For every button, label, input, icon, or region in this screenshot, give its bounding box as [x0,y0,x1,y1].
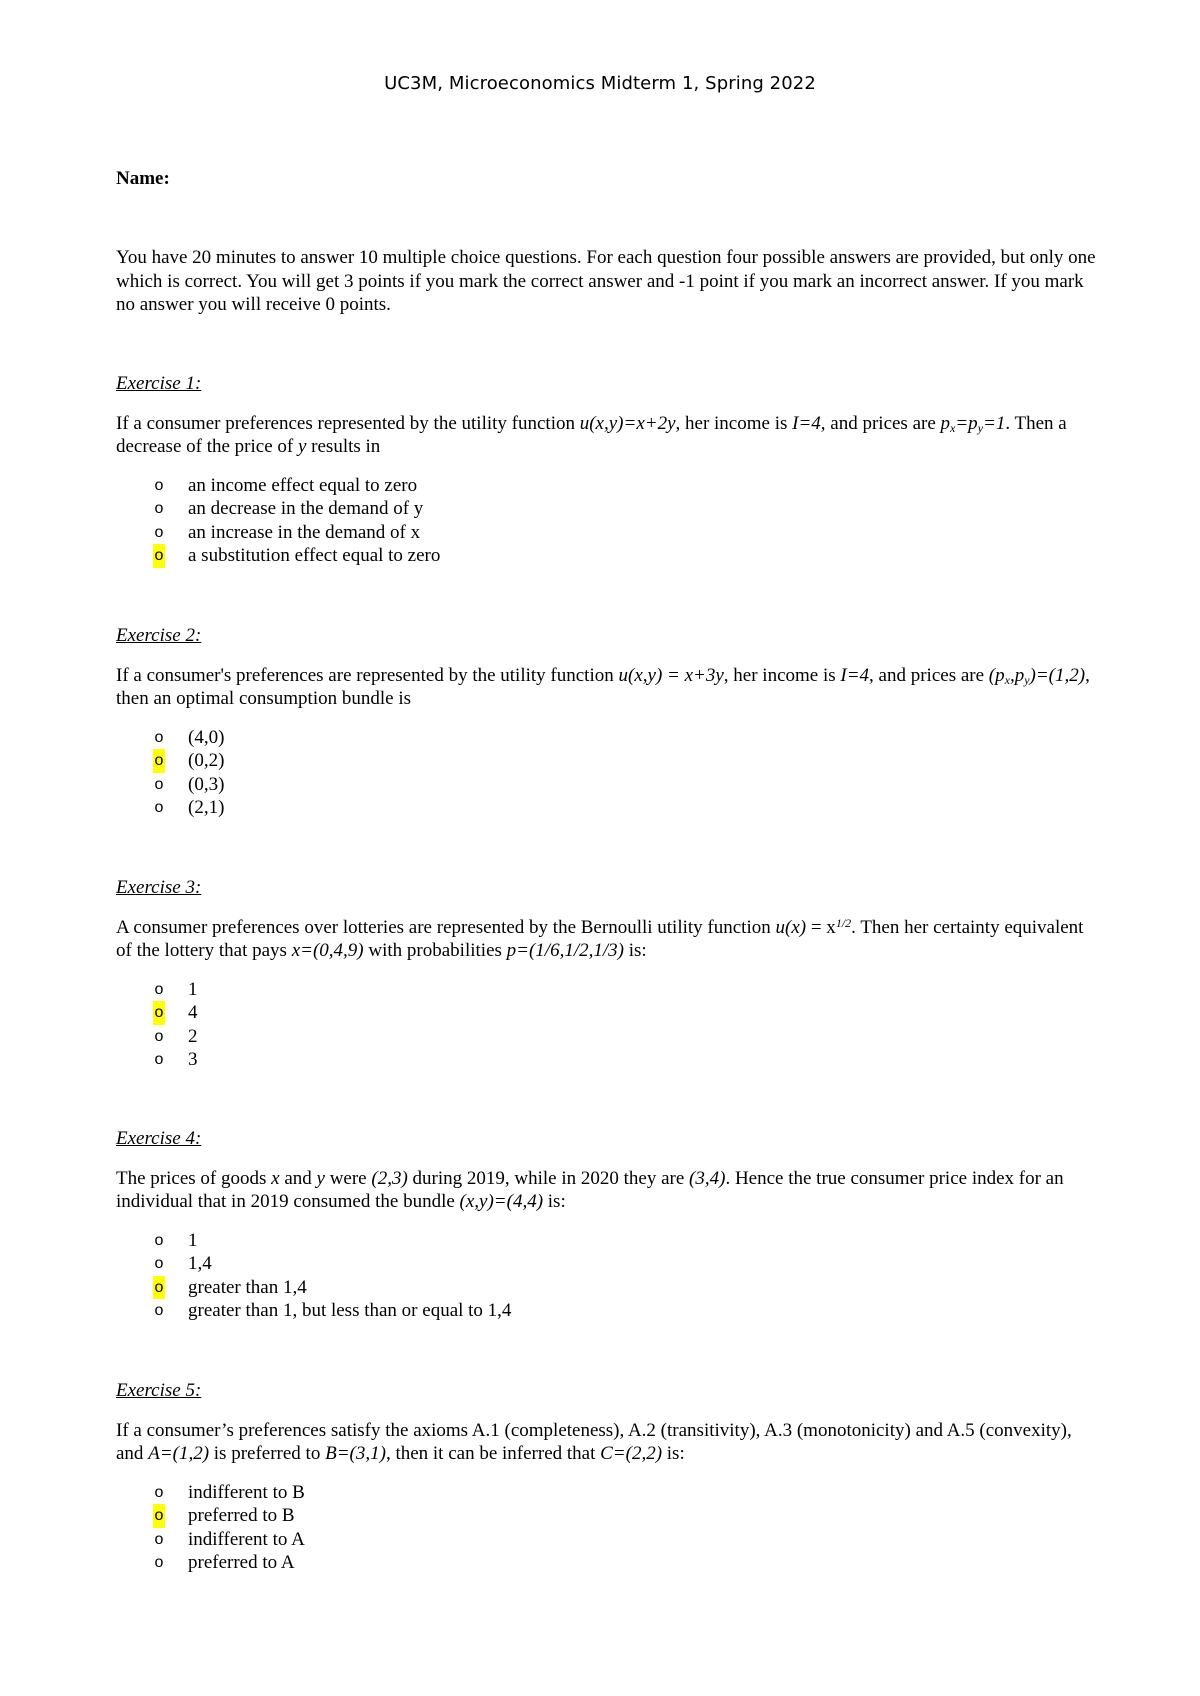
exercise-1 [116,372,1096,568]
answer-text: 1 [188,978,198,1000]
answer-text: preferred to B [188,1505,295,1526]
answer-bullet-icon[interactable]: o [154,1051,164,1068]
answer-option[interactable] [116,1229,1096,1253]
answer-option[interactable] [116,474,1096,498]
exercise-title: Exercise 5: [116,1380,202,1401]
answer-bullet-icon[interactable]: o [154,728,164,746]
answer-option[interactable] [116,749,1096,773]
answer-option[interactable] [116,1299,1096,1323]
exercise-title: Exercise 4: [116,1128,202,1149]
answer-bullet-marked-icon[interactable]: o [153,1504,165,1528]
answer-option[interactable] [116,521,1096,545]
answer-bullet-icon[interactable]: o [154,1231,164,1249]
answer-option[interactable] [116,1481,1096,1505]
answer-text: 1,4 [188,1253,212,1274]
answer-text: greater than 1,4 [188,1276,307,1298]
answer-bullet-marked-icon[interactable]: o [153,544,165,568]
answer-option[interactable] [116,1001,1096,1025]
answer-option[interactable] [116,1551,1096,1575]
exercise-question: The prices of goods x and y were (2,3) during 2019, while in 2020 they are (3,4). Hence the true consumer price index for an individual that in 2019 consumed the bundle (x,y)=(4,4) is: [116,1167,1064,1212]
answer-text: 2 [188,1025,198,1047]
answer-text: preferred to A [188,1552,295,1573]
answer-bullet-marked-icon[interactable]: o [153,749,165,773]
answer-bullet-icon[interactable]: o [154,799,164,816]
exercise-question: If a consumer's preferences are represented by the utility function u(x,y) = x+3y, her income is I=4, and prices are $(p_x,p_y)=(1,2)$, then an optimal consumption bundle is [116,664,1090,709]
answer-options [116,1481,1096,1575]
answer-option[interactable] [116,1252,1096,1276]
answer-bullet-icon[interactable]: o [154,1027,164,1045]
answer-text: an increase in the demand of x [188,521,421,543]
exercise-title: Exercise 1: [116,373,202,394]
answer-text: an decrease in the demand of y [188,498,424,519]
answer-option[interactable] [116,1276,1096,1300]
answer-text: (2,1) [188,797,225,818]
answer-options [116,474,1096,568]
answer-option[interactable] [116,726,1096,750]
page-header: UC3M, Microeconomics Midterm 1, Spring 2022 [384,73,816,94]
exercise-5 [116,1379,1096,1575]
answer-bullet-icon[interactable]: o [154,980,164,998]
answer-text: a substitution effect equal to zero [188,545,441,566]
exercise-3 [116,876,1096,1072]
answer-options [116,1229,1096,1323]
exercise-question: A consumer preferences over lotteries are represented by the Bernoulli utility function $u(x) = x^{1/2}$. Then her certainty equivalent of the lottery that pays x=(0,4,9) with probabilities p=(1/6,1/2,1/3) is: [116,915,1084,961]
answer-bullet-icon[interactable]: o [154,523,164,541]
exercise-question: If a consumer’s preferences satisfy the axioms A.1 (completeness), A.2 (transitivity), A.3 (monotonicity) and A.5 (convexity), and A=(1,2) is preferred to B=(3,1), then it can be inferred that C=(2,2) is: [116,1419,1072,1464]
answer-bullet-icon[interactable]: o [154,1554,164,1571]
answer-option[interactable] [116,497,1096,521]
exercise-4 [116,1127,1096,1323]
instructions-paragraph: You have 20 minutes to answer 10 multiple choice questions. For each question four possible answers are provided, but only one which is correct. You will get 3 points if you mark the correct answer and -1 point if you mark an incorrect answer. If you mark no answer you will receive 0 points. [116,247,1096,315]
answer-option[interactable] [116,978,1096,1002]
answer-text: (0,3) [188,773,225,795]
answer-bullet-marked-icon[interactable]: o [153,1276,165,1300]
answer-text: 3 [188,1049,198,1070]
answer-option[interactable] [116,1025,1096,1049]
exercise-title: Exercise 2: [116,625,202,646]
answer-option[interactable] [116,773,1096,797]
answer-bullet-icon[interactable]: o [154,1255,164,1272]
answer-bullet-icon[interactable]: o [154,1302,164,1319]
answer-options [116,726,1096,820]
exercise-2 [116,624,1096,820]
answer-option[interactable] [116,1048,1096,1072]
answer-option[interactable] [116,796,1096,820]
answer-bullet-icon[interactable]: o [154,1530,164,1548]
answer-text: 1 [188,1229,198,1251]
answer-option[interactable] [116,544,1096,568]
exercise-title: Exercise 3: [116,877,202,898]
answer-options [116,978,1096,1072]
answer-text: (4,0) [188,726,225,748]
answer-bullet-icon[interactable]: o [154,1483,164,1501]
answer-bullet-icon[interactable]: o [154,476,164,494]
answer-option[interactable] [116,1504,1096,1528]
answer-text: (0,2) [188,750,225,771]
answer-option[interactable] [116,1528,1096,1552]
answer-text: greater than 1, but less than or equal to 1,4 [188,1300,512,1321]
answer-bullet-marked-icon[interactable]: o [153,1001,165,1025]
answer-text: an income effect equal to zero [188,474,418,496]
answer-text: 4 [188,1002,198,1023]
answer-text: indifferent to A [188,1528,305,1550]
answer-bullet-icon[interactable]: o [154,775,164,793]
exercise-question: If a consumer preferences represented by the utility function u(x,y)=x+2y, her income is I=4, and prices are $p_x=p_y=1$. Then a decrease of the price of y results in [116,412,1067,457]
answer-text: indifferent to B [188,1481,305,1503]
name-label: Name: [116,168,170,189]
answer-bullet-icon[interactable]: o [154,500,164,517]
